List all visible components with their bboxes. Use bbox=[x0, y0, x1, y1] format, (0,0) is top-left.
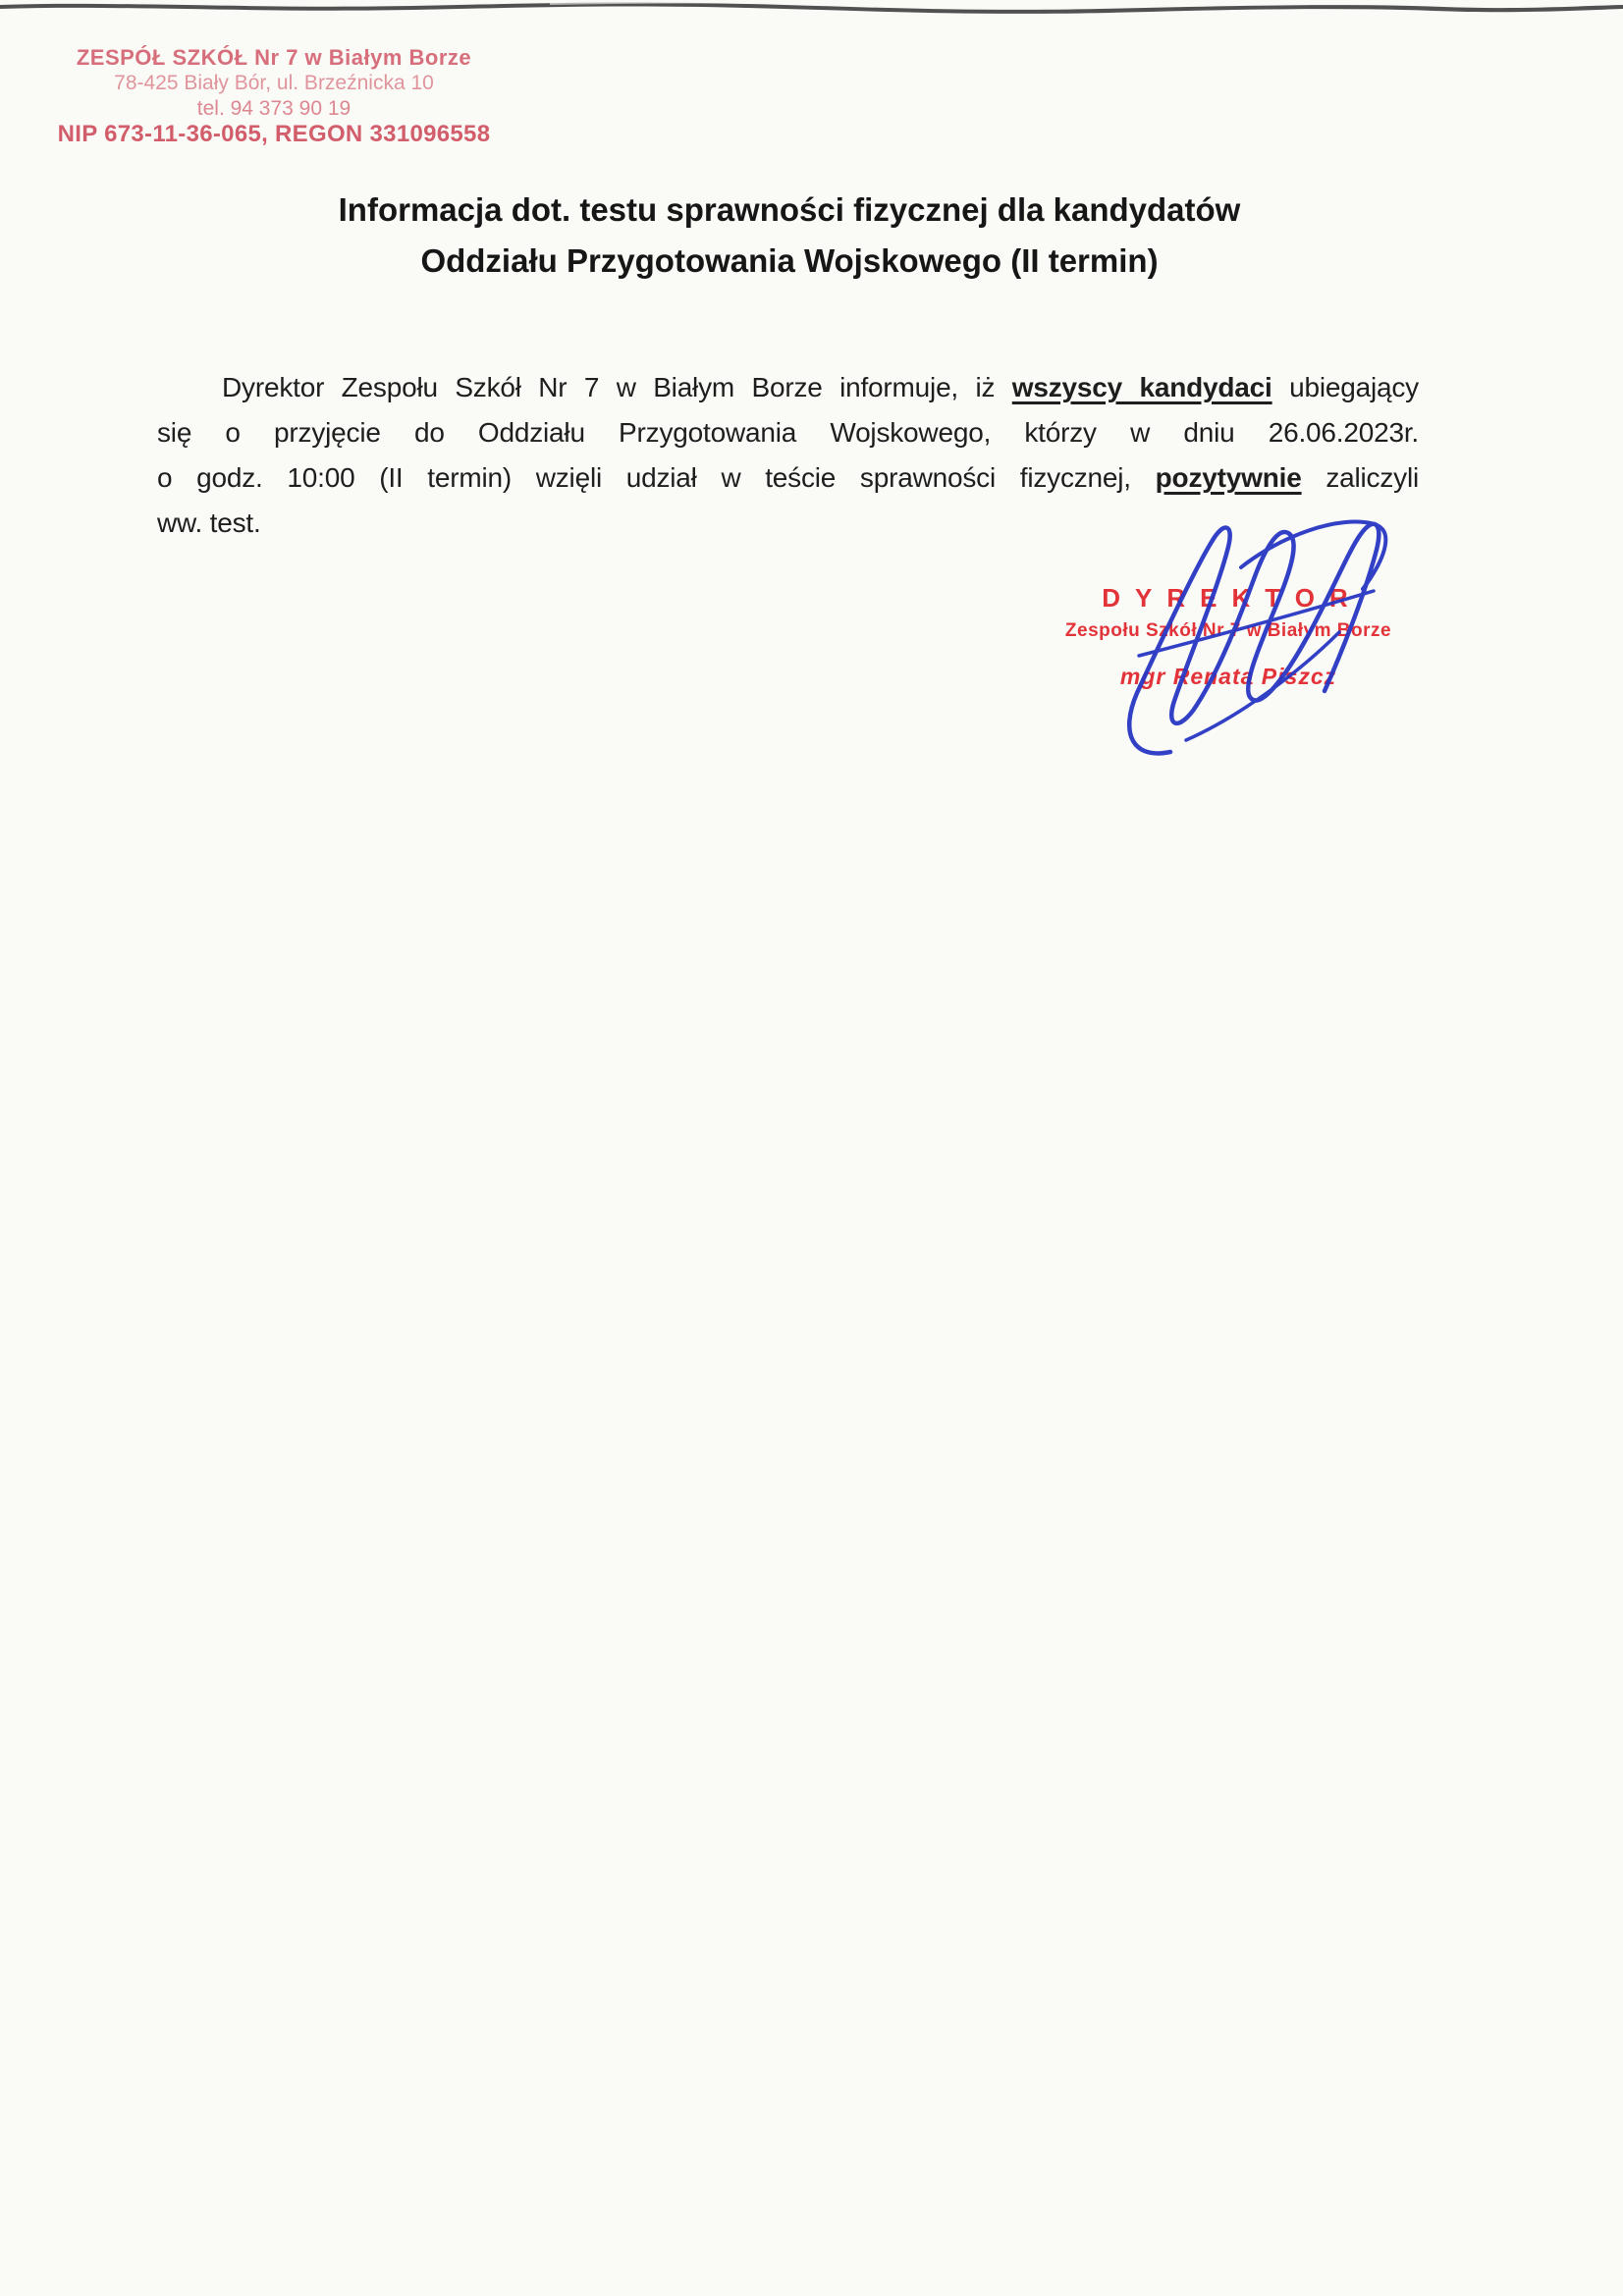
director-stamp-name: mgr Renata Piszcz bbox=[1119, 664, 1337, 689]
paragraph-line-3 bbox=[157, 455, 1419, 501]
paragraph-text: Dyrektor Zespołu Szkół Nr 7 w Białym Borze informuje, iż bbox=[222, 372, 1012, 402]
scan-edge-artifact bbox=[0, 0, 1623, 18]
school-stamp bbox=[39, 45, 509, 147]
document-title bbox=[181, 185, 1398, 287]
school-stamp-name: ZESPÓŁ SZKÓŁ Nr 7 w Białym Borze bbox=[76, 45, 472, 70]
paragraph-line-1 bbox=[157, 365, 1419, 410]
paragraph-text: się o przyjęcie do Oddziału Przygotowania Wojskowego, którzy w dniu 26.06.2023r. bbox=[157, 417, 1419, 448]
director-stamp-title: DYREKTOR bbox=[1102, 583, 1363, 613]
school-stamp-nip-regon: NIP 673-11-36-065, REGON 331096558 bbox=[57, 121, 491, 147]
paragraph-text: ubiegający bbox=[1271, 372, 1419, 402]
paragraph-text: zaliczyli bbox=[1301, 462, 1419, 493]
school-stamp-phone: tel. 94 373 90 19 bbox=[196, 97, 352, 120]
emphasis-wszyscy-kandydaci: wszyscy kandydaci bbox=[1011, 372, 1272, 402]
title-line-2: Oddziału Przygotowania Wojskowego (II termin) bbox=[420, 242, 1159, 279]
director-stamp-organization: Zespołu Szkół Nr 7 w Białym Borze bbox=[1064, 620, 1392, 641]
title-line-1: Informacja dot. testu sprawności fizycznej dla kandydatów bbox=[338, 191, 1241, 228]
school-stamp-address: 78-425 Biały Bór, ul. Brzeźnicka 10 bbox=[114, 72, 434, 94]
emphasis-pozytywnie: pozytywnie bbox=[1155, 462, 1302, 493]
signature-ink bbox=[1092, 507, 1401, 760]
paragraph-line-2 bbox=[157, 410, 1419, 455]
paragraph-text: ww. test. bbox=[157, 507, 261, 538]
paragraph-text: o godz. 10:00 (II termin) wzięli udział w teście sprawności fizycznej, bbox=[157, 462, 1156, 493]
